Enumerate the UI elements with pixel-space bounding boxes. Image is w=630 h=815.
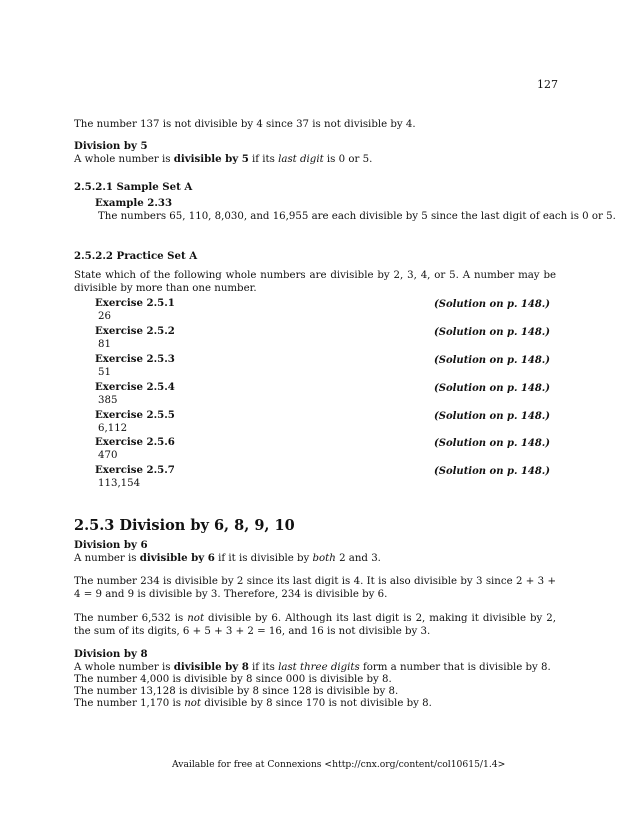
exercise-6: [95, 436, 175, 462]
exercise-6-solution-link[interactable]: (Solution on p. 148.): [434, 438, 550, 449]
practice-instructions: State which of the following whole numbers are divisible by 2, 3, 4, or 5. A number may be divisible by more than one number.: [74, 270, 556, 294]
exercise-title: Exercise 2.5.7: [95, 464, 175, 476]
exercise-title: Exercise 2.5.5: [95, 409, 175, 421]
example-text: The numbers 65, 110, 8,030, and 16,955 are each divisible by 5 since the last digit of each is 0 or 5.: [98, 211, 616, 222]
exercise-title: Exercise 2.5.6: [95, 436, 175, 448]
div6-rule: A number is divisible by 6 if it is divisible by both 2 and 3.: [74, 552, 381, 564]
section-heading: 2.5.3 Division by 6, 8, 9, 10: [74, 517, 295, 534]
exercise-7-solution-link[interactable]: (Solution on p. 148.): [434, 466, 550, 477]
exercise-3-solution-link[interactable]: (Solution on p. 148.): [434, 355, 550, 366]
div5-heading: Division by 5: [74, 140, 148, 152]
exercise-value: 81: [98, 339, 111, 350]
page-number: 127: [537, 78, 558, 91]
div6-heading: Division by 6: [74, 539, 148, 551]
exercise-value: 51: [98, 367, 111, 378]
exercise-value: 113,154: [98, 478, 141, 489]
exercise-value: 385: [98, 395, 118, 406]
exercise-3: [95, 353, 175, 379]
sample-set-heading: 2.5.2.1 Sample Set A: [74, 181, 193, 193]
exercise-title: Exercise 2.5.2: [95, 325, 175, 337]
footer-text: Available for free at Connexions <http://cnx.org/content/col10615/1.4>: [172, 759, 506, 770]
exercise-2-solution-link[interactable]: (Solution on p. 148.): [434, 327, 550, 338]
line-1170: The number 1,170 is not divisible by 8 since 170 is not divisible by 8.: [74, 698, 432, 709]
para-234: The number 234 is divisible by 2 since its last digit is 4. It is also divisible by 3 since 2 + 3 + 4 = 9 and 9 is divisible by 3. Therefore, 234 is divisible by 6.: [74, 576, 556, 600]
exercise-2: [95, 325, 175, 351]
exercise-1: [95, 297, 175, 323]
exercise-value: 26: [98, 311, 111, 322]
line-4000: The number 4,000 is divisible by 8 since 000 is divisible by 8.: [74, 674, 392, 685]
exercise-7: [95, 464, 175, 490]
div5-rule: A whole number is divisible by 5 if its last digit is 0 or 5.: [74, 153, 373, 165]
intro-text: The number 137 is not divisible by 4 since 37 is not divisible by 4.: [74, 119, 416, 130]
exercise-title: Exercise 2.5.3: [95, 353, 175, 365]
exercise-value: 470: [98, 450, 118, 461]
exercise-4-solution-link[interactable]: (Solution on p. 148.): [434, 383, 550, 394]
example-title: Example 2.33: [95, 197, 173, 209]
exercise-title: Exercise 2.5.1: [95, 297, 175, 309]
exercise-4: [95, 381, 175, 407]
practice-set-heading: 2.5.2.2 Practice Set A: [74, 250, 198, 262]
para-6532: The number 6,532 is not divisible by 6. Although its last digit is 2, making it divisible by 2, the sum of its digits, 6 + 5 + 3 + 2 = 16, and 16 is not divisible by 3.: [74, 613, 556, 637]
div8-heading: Division by 8: [74, 648, 148, 660]
exercise-5-solution-link[interactable]: (Solution on p. 148.): [434, 411, 550, 422]
div8-rule: A whole number is divisible by 8 if its last three digits form a number that is divisible by 8.: [74, 661, 551, 673]
exercise-5: [95, 409, 175, 435]
line-13128: The number 13,128 is divisible by 8 since 128 is divisible by 8.: [74, 686, 399, 697]
exercise-title: Exercise 2.5.4: [95, 381, 175, 393]
exercise-1-solution-link[interactable]: (Solution on p. 148.): [434, 299, 550, 310]
exercise-value: 6,112: [98, 423, 128, 434]
